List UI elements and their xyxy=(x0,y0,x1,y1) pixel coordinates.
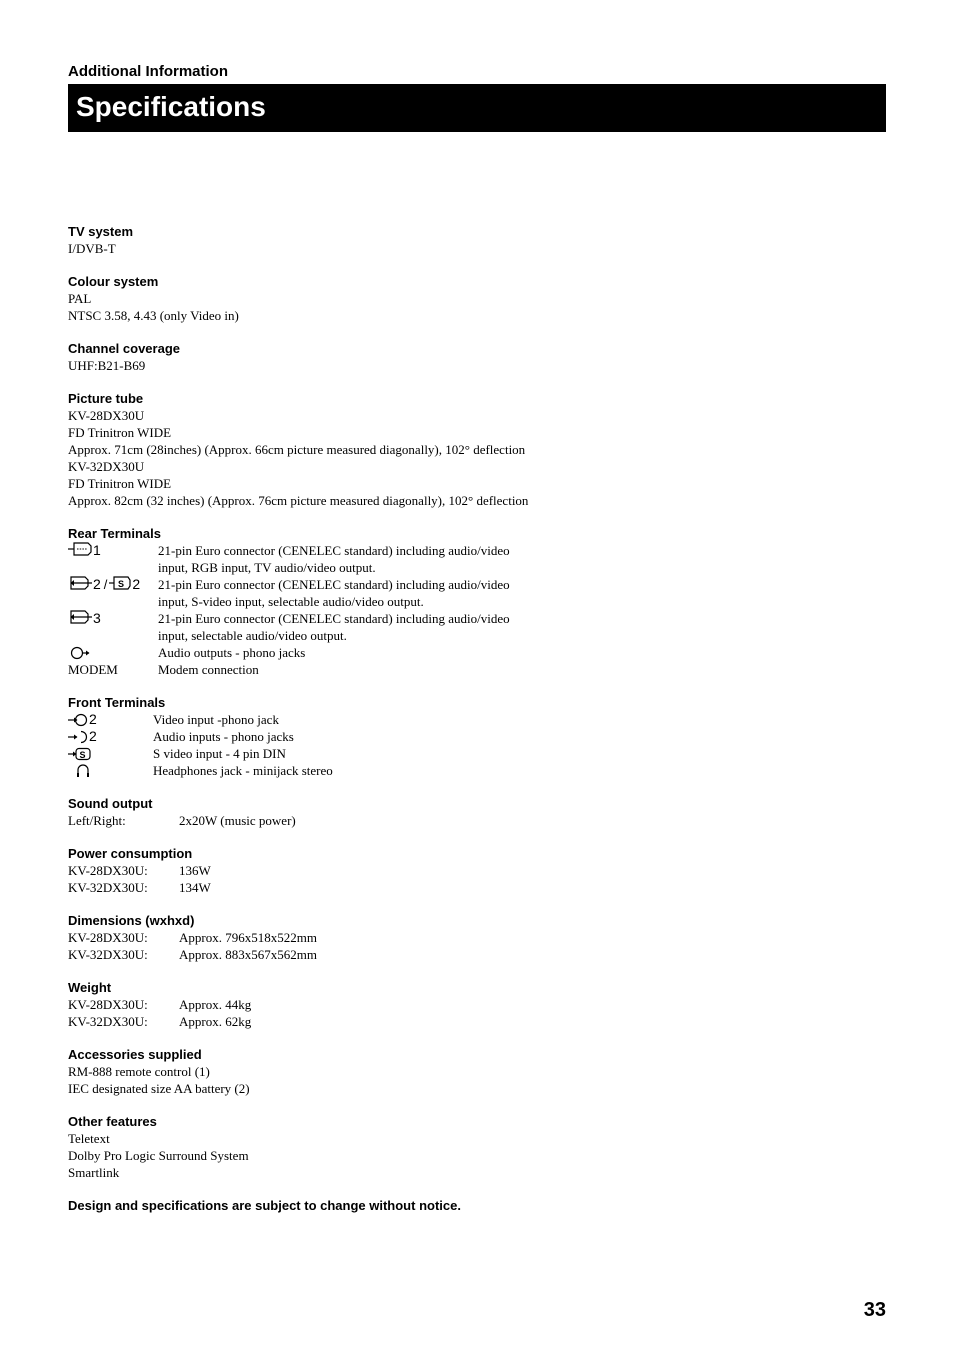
spec-key: KV-28DX30U: xyxy=(68,863,148,878)
spec-value: Approx. 796x518x522mm xyxy=(179,930,317,945)
section-title: Power consumption xyxy=(68,846,193,861)
spec-key: KV-32DX30U: xyxy=(68,947,148,962)
weight-section xyxy=(68,979,868,1030)
terminal-description: 21-pin Euro connector (CENELEC standard) including audio/video xyxy=(158,611,510,626)
rear-terminal-row xyxy=(68,610,868,644)
spec-value: 2x20W (music power) xyxy=(179,813,296,828)
spec-row xyxy=(68,996,868,1013)
spec-line: FD Trinitron WIDE xyxy=(68,425,172,440)
terminal-number: 2 xyxy=(89,711,97,727)
spec-line: Smartlink xyxy=(68,1165,120,1180)
terminal-description: input, RGB input, TV audio/video output. xyxy=(158,560,376,575)
spec-value: Approx. 62kg xyxy=(179,1014,252,1029)
terminal-number: 2 xyxy=(89,728,97,744)
dimensions-section xyxy=(68,912,868,963)
rear-terminal-row xyxy=(68,644,868,661)
terminal-description: input, S-video input, selectable audio/video output. xyxy=(158,594,424,609)
spec-value: Approx. 883x567x562mm xyxy=(179,947,317,962)
section-title: Rear Terminals xyxy=(68,526,161,541)
spec-line: UHF:B21-B69 xyxy=(68,358,146,373)
terminal-description: S video input - 4 pin DIN xyxy=(153,746,286,761)
rear-terminal-row xyxy=(68,542,868,576)
audio-input-icon xyxy=(68,730,88,744)
change-notice: Design and specifications are subject to change without notice. xyxy=(68,1198,461,1213)
section-title: Front Terminals xyxy=(68,695,166,710)
terminal-label: MODEM xyxy=(68,662,118,677)
terminal-label xyxy=(68,728,153,745)
audio-output-icon xyxy=(68,646,90,660)
spec-key: Left/Right: xyxy=(68,813,126,828)
terminal-description: Modem connection xyxy=(158,662,259,677)
terminal-description: 21-pin Euro connector (CENELEC standard) including audio/video xyxy=(158,577,510,592)
terminal-label xyxy=(68,762,153,779)
spec-key: KV-32DX30U: xyxy=(68,880,148,895)
spec-value: 136W xyxy=(179,863,211,878)
sound-output-section xyxy=(68,795,868,829)
spec-row xyxy=(68,879,868,896)
rear-terminals-section xyxy=(68,525,868,678)
spec-line: Approx. 82cm (32 inches) (Approx. 76cm picture measured diagonally), 102° deflection xyxy=(68,493,529,508)
terminal-description: Audio inputs - phono jacks xyxy=(153,729,294,744)
title-bar xyxy=(68,84,886,132)
section-title: Picture tube xyxy=(68,391,144,406)
separator: / xyxy=(103,577,108,592)
spec-line: RM-888 remote control (1) xyxy=(68,1064,210,1079)
rear-terminal-row xyxy=(68,661,868,678)
spec-row xyxy=(68,1013,868,1030)
spec-line: Approx. 71cm (28inches) (Approx. 66cm picture measured diagonally), 102° deflection xyxy=(68,442,526,457)
colour-system-section xyxy=(68,273,868,324)
spec-line: PAL xyxy=(68,291,92,306)
terminal-number: 3 xyxy=(93,610,101,626)
headphones-icon xyxy=(68,763,92,778)
spec-line: I/DVB-T xyxy=(68,241,116,256)
page-number: 33 xyxy=(863,1299,886,1321)
scart-bidirectional-icon xyxy=(68,542,92,556)
page-title: Specifications xyxy=(76,91,266,122)
terminal-label xyxy=(68,711,153,728)
s-video-scart-icon xyxy=(109,576,131,590)
spec-line: KV-28DX30U xyxy=(68,408,145,423)
terminal-description: 21-pin Euro connector (CENELEC standard) including audio/video xyxy=(158,543,510,558)
section-title: TV system xyxy=(68,224,134,239)
accessories-section xyxy=(68,1046,868,1097)
spec-key: KV-28DX30U: xyxy=(68,997,148,1012)
front-terminal-row xyxy=(68,762,868,779)
section-title: Sound output xyxy=(68,796,153,811)
section-title: Other features xyxy=(68,1114,157,1129)
terminal-number: 2 xyxy=(132,576,141,592)
terminal-label xyxy=(68,610,158,644)
spec-line: IEC designated size AA battery (2) xyxy=(68,1081,250,1096)
section-title: Colour system xyxy=(68,274,159,289)
spec-value: Approx. 44kg xyxy=(179,997,252,1012)
terminal-number: 1 xyxy=(93,542,101,558)
section-title: Accessories supplied xyxy=(68,1047,202,1062)
front-terminals-section xyxy=(68,694,868,779)
spec-row xyxy=(68,812,868,829)
terminal-description: input, selectable audio/video output. xyxy=(158,628,347,643)
spec-row xyxy=(68,929,868,946)
terminal-description: Video input -phono jack xyxy=(153,712,279,727)
front-terminal-row xyxy=(68,711,868,728)
spec-line: KV-32DX30U xyxy=(68,459,145,474)
rear-terminal-row xyxy=(68,576,868,610)
spec-key: KV-32DX30U: xyxy=(68,1014,148,1029)
svg-text:S: S xyxy=(118,579,125,589)
scart-input-icon xyxy=(68,576,92,590)
terminal-label xyxy=(68,576,158,610)
terminal-label xyxy=(68,644,158,661)
channel-coverage-section xyxy=(68,340,868,374)
front-terminal-row xyxy=(68,728,868,745)
section-title: Dimensions (wxhxd) xyxy=(68,913,195,928)
spec-row xyxy=(68,862,868,879)
scart-input-icon xyxy=(68,610,92,624)
terminal-description: Audio outputs - phono jacks xyxy=(158,645,306,660)
spec-line: NTSC 3.58, 4.43 (only Video in) xyxy=(68,308,239,323)
section-title: Weight xyxy=(68,980,112,995)
spec-line: FD Trinitron WIDE xyxy=(68,476,172,491)
spec-line: Dolby Pro Logic Surround System xyxy=(68,1148,249,1163)
section-title: Channel coverage xyxy=(68,341,180,356)
tv-system-section xyxy=(68,223,868,257)
spec-row xyxy=(68,946,868,963)
terminal-number: 2 xyxy=(93,576,101,592)
power-consumption-section xyxy=(68,845,868,896)
spec-value: 134W xyxy=(179,880,211,895)
video-input-icon xyxy=(68,713,88,727)
spec-content xyxy=(68,223,868,1214)
terminal-label xyxy=(68,745,153,762)
picture-tube-section xyxy=(68,390,868,509)
section-label: Additional Information xyxy=(68,63,228,80)
spec-line: Teletext xyxy=(68,1131,110,1146)
svg-text:S: S xyxy=(79,749,86,760)
s-video-input-icon xyxy=(68,747,92,761)
front-terminal-row xyxy=(68,745,868,762)
spec-key: KV-28DX30U: xyxy=(68,930,148,945)
terminal-description: Headphones jack - minijack stereo xyxy=(153,763,333,778)
other-features-section xyxy=(68,1113,868,1181)
terminal-label xyxy=(68,542,158,576)
